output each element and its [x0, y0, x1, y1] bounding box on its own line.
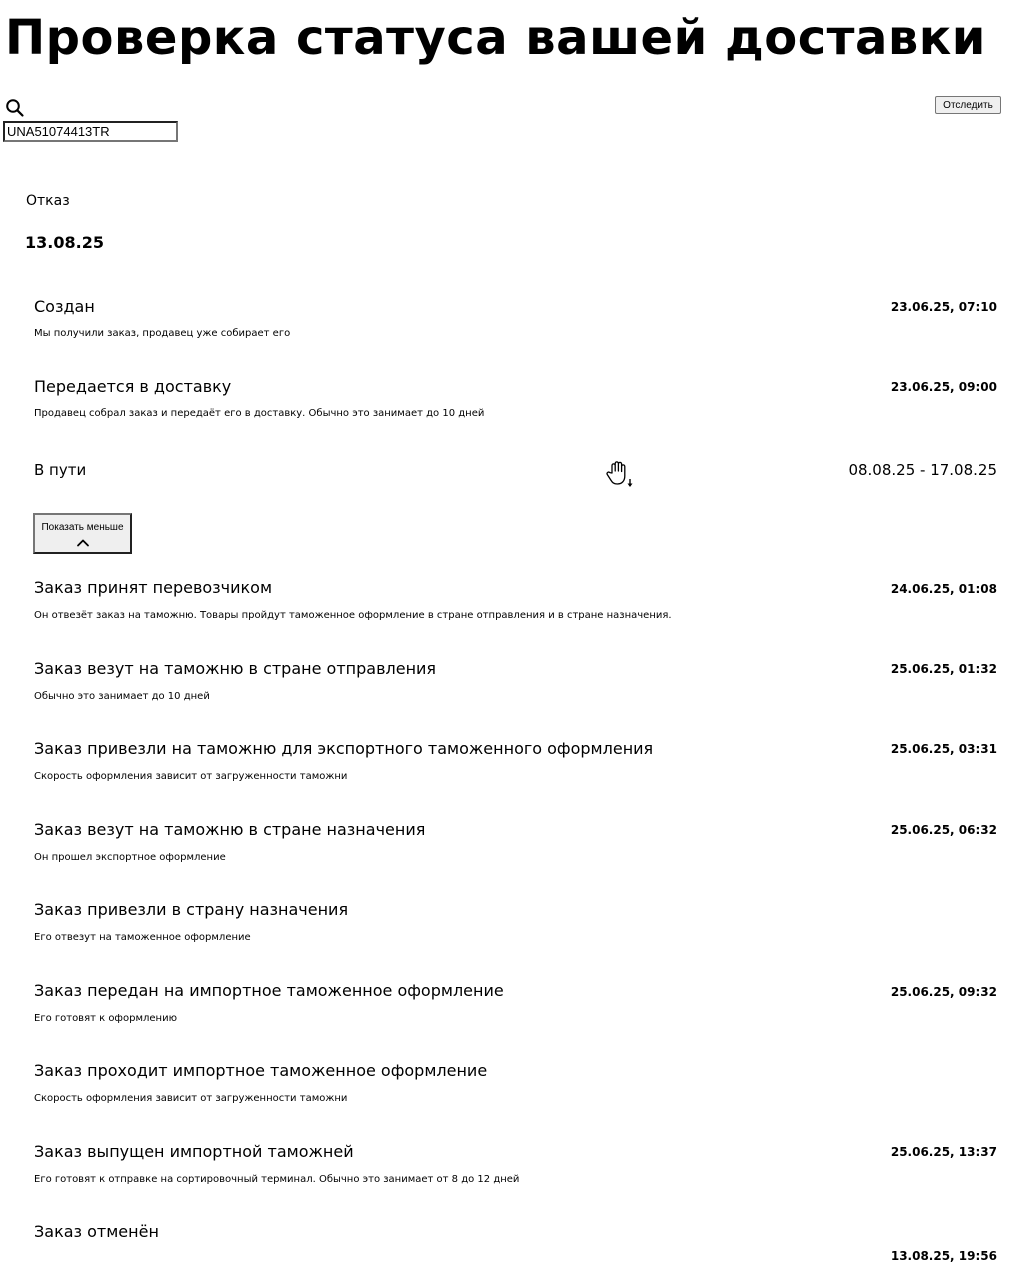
chevron-up-icon [76, 538, 90, 547]
detail-event-description: Он отвезёт заказ на таможню. Товары пройдут таможенное оформление в стране отправления и в стране назначения. [34, 610, 672, 621]
order-status-label: Отказ [26, 193, 70, 209]
event-handover-time: 23.06.25, 09:00 [890, 380, 997, 394]
detail-event-title: Заказ привезли на таможню для экспортного таможенного оформления [34, 739, 654, 758]
detail-event-description: Его отвезут на таможенное оформление [34, 932, 251, 943]
event-created-title: Создан [34, 297, 95, 316]
event-in-transit-title: В пути [34, 461, 87, 479]
event-created-description: Мы получили заказ, продавец уже собирает его [34, 328, 291, 339]
track-button[interactable]: Отследить [935, 96, 1001, 114]
detail-event-time: 25.06.25, 03:31 [890, 742, 997, 756]
detail-event-title: Заказ отменён [34, 1222, 159, 1241]
search-icon[interactable] [5, 98, 25, 118]
detail-event-title: Заказ выпущен импортной таможней [34, 1142, 354, 1161]
detail-event-description: Он прошел экспортное оформление [34, 852, 226, 863]
event-in-transit-range: 08.08.25 - 17.08.25 [848, 461, 997, 479]
detail-event-title: Заказ везут на таможню в стране отправления [34, 659, 437, 678]
detail-event-time: 25.06.25, 01:32 [890, 662, 997, 676]
detail-event-title: Заказ передан на импортное таможенное оформление [34, 981, 504, 1000]
detail-event-time: 25.06.25, 09:32 [890, 985, 997, 999]
event-handover-description: Продавец собрал заказ и передаёт его в доставку. Обычно это занимает до 10 дней [34, 408, 485, 419]
detail-event-time: 25.06.25, 13:37 [890, 1145, 997, 1159]
detail-event-description: Его готовят к оформлению [34, 1013, 177, 1024]
hand-cursor-icon [604, 459, 636, 489]
detail-event-time: 25.06.25, 06:32 [890, 823, 997, 837]
detail-event-title: Заказ проходит импортное таможенное оформление [34, 1061, 488, 1080]
detail-event-title: Заказ привезли в страну назначения [34, 900, 349, 919]
detail-event-description: Обычно это занимает до 10 дней [34, 691, 210, 702]
detail-event-time: 24.06.25, 01:08 [890, 582, 997, 596]
event-created-time: 23.06.25, 07:10 [890, 300, 997, 314]
tracking-number-input[interactable] [3, 121, 178, 142]
detail-event-description: Скорость оформления зависит от загруженности таможни [34, 771, 348, 782]
show-less-label: Показать меньше [41, 522, 124, 533]
detail-event-description: Скорость оформления зависит от загруженности таможни [34, 1093, 348, 1104]
detail-event-title: Заказ принят перевозчиком [34, 578, 273, 597]
show-less-button[interactable] [33, 513, 132, 554]
order-status-date: 13.08.25 [25, 233, 104, 252]
detail-event-description: Его готовят к отправке на сортировочный терминал. Обычно это занимает от 8 до 12 дней [34, 1174, 520, 1185]
detail-event-title: Заказ везут на таможню в стране назначения [34, 820, 426, 839]
detail-event-time: 13.08.25, 19:56 [890, 1249, 997, 1263]
event-handover-title: Передается в доставку [34, 377, 232, 396]
page-title: Проверка статуса вашей доставки [5, 10, 986, 66]
